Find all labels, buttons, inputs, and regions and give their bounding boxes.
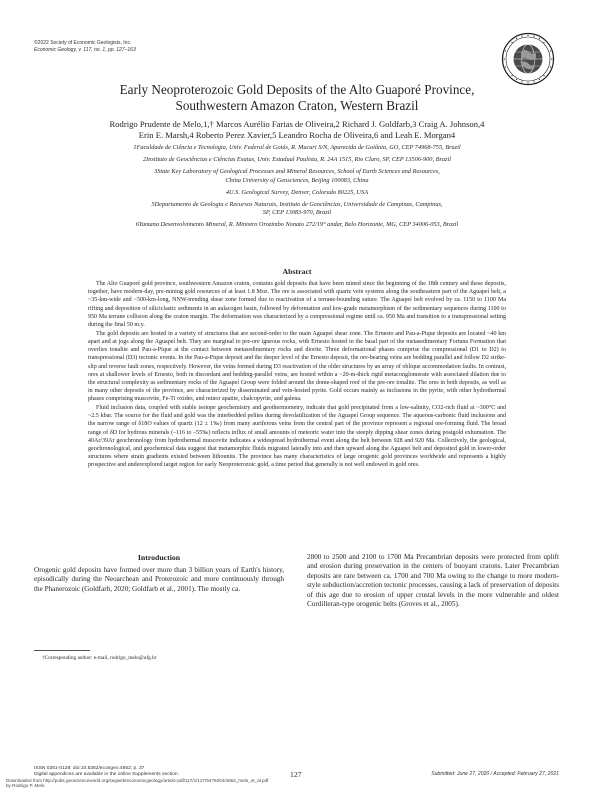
title-line-2: Southwestern Amazon Craton, Western Brazil bbox=[175, 97, 419, 113]
affiliation-2-line-1: 2Instituto de Geociências e Ciências Exatas, Univ. Estadual Paulista, R. 24A 1515, Rio Claro, SP, CEP 13506-900, Brazil bbox=[143, 156, 451, 164]
seg-logo bbox=[501, 32, 555, 86]
issn-doi: ISSN 0361-0128; doi:10.5382/econgeo.4852; p. 37 bbox=[34, 766, 145, 771]
seg-globe-icon bbox=[501, 32, 555, 86]
title-line-1: Early Neoproterozoic Gold Deposits of the Alto Guaporé Province, bbox=[119, 82, 475, 97]
affiliation-2 bbox=[34, 156, 560, 164]
download-url[interactable]: Downloaded from http://pubs.geoscienceworld.org/segweb/economicgeology/article-pdf/117/1/127/5479204/4852_melo_et_al.pdf bbox=[6, 778, 269, 783]
introduction-left-column bbox=[34, 566, 284, 594]
affiliation-6 bbox=[34, 221, 560, 229]
appendices-note: Digital appendices are available in the online Supplements section. bbox=[34, 772, 179, 778]
authors-line-2: Erin E. Marsh,4 Roberto Perez Xavier,5 Leandro Rocha de Oliveira,6 and Leah E. Morgan4 bbox=[138, 130, 456, 140]
introduction-paragraph-continued: 2800 to 2500 and 2100 to 1700 Ma Precambrian deposits were protected from uplift and erosion during preservation in the centers of buoyant cratons. Later Precambrian deposits are rare between ca. 1700 and 700 Ma owing to the change to more modern-style subduction/accretion tectonic processes, causing a lack of preservation of deposits of this age due to erosion of upper crustal levels in the more vulnerable and oldest Cordilleran-type orogenic belts (Groves et al., 2005). bbox=[307, 553, 559, 609]
affiliation-3 bbox=[34, 168, 560, 184]
affiliation-4-line-1: 4U.S. Geological Survey, Denver, Colorado 80225, USA bbox=[225, 188, 369, 196]
affiliation-3-line-1: 3State Key Laboratory of Geological Processes and Mineral Resources, School of Earth Sciences and Resources, bbox=[154, 168, 440, 176]
issn-block bbox=[34, 766, 179, 779]
affiliation-6-line-1: 6Yamana Desenvolvimento Mineral, R. Ministro Orozimbo Nonato 272/19° andar, Belo Horizonte, MG, CEP 34006-053, Brazil bbox=[135, 221, 459, 229]
introduction-right-column bbox=[307, 553, 559, 609]
article-title bbox=[60, 82, 534, 113]
copyright-block bbox=[34, 40, 136, 53]
page-number: 127 bbox=[290, 770, 302, 779]
abstract-paragraph: The gold deposits are hosted in a variety of structures that are second-order to the main Aguapeí shear zone. The Ernesto and Pau-a-Pique deposits are located ~40 km apart and at jogs along the Aguapeí belt. They are marginal to pre-ore igneous rocks, with Ernesto hosted in the basal part of the metasedimentary Fortuna Formation that overlies tonalite and Pau-a-Pique at the contact between metasedimentary rocks and diorite. Three deformational phases comprise the compressional (D1 to D2) to transpressional (D3) tectonic events. In the Pau-a-Pique deposit and the deeper level of the Ernesto deposit, the ore-bearing veins are bedding parallel and follow D2 strike-slip and reverse fault zones, respectively. However, the veins formed during D3 reactivation of the older structures by an array of oblique accommodation faults. In contrast, ores at shallower levels of Ernesto, both in discordant and bedding-parallel veins, are hosted within a ~20-m-thick rigid metaconglomerate with associated dilation due to the structural complexity as sedimentary rocks of the Aguapeí Group were folded around the dome-shaped roof of the pre-ore tonalite. The ores in both deposits, as well as in many other deposits of the province, are characterized by disseminated and vein-hosted pyrite. Gold occurs mainly as inclusions in the pyrite, with other hydrothermal phases comprising muscovite, Fe-Ti oxides, and minor apatite, chalcopyrite, and galena. bbox=[88, 330, 506, 403]
affiliation-5-line-2: SP, CEP 13083-970, Brazil bbox=[262, 209, 332, 217]
affiliation-5-line-1: 5Departamento de Geologia e Recursos Naturais, Instituto de Geociências, Universidade de Campinas, Campinas, bbox=[151, 201, 443, 209]
download-user: by Rodrigo P. Melo bbox=[6, 783, 45, 789]
corresponding-author-footnote: †Corresponding author: e-mail, rodrigo_melo@ufg.br bbox=[42, 655, 157, 661]
affiliation-1-line-1: 1Faculdade de Ciência e Tecnologia, Univ. Federal de Goiás, R. Mucuri S/N, Aparecida de Goiânia, GO, CEP 74968-755, Brazil bbox=[133, 144, 461, 151]
introduction-heading: Introduction bbox=[137, 553, 181, 562]
authors-line-1: Rodrigo Prudente de Melo,1,† Marcos Aurélio Farias de Oliveira,2 Richard J. Goldfarb,3 Craig A. Johnson,4 bbox=[109, 119, 485, 129]
introduction-paragraph: Orogenic gold deposits have formed over more than 3 billion years of Earth's history, episodically during the Neoarchean and Proterozoic and more continuously through the Phanerozoic (Goldfarb, 2020; Goldfarb et al., 2001). The mostly ca. bbox=[34, 566, 284, 593]
journal-citation: Economic Geology, v. 117, no. 1, pp. 127–163 bbox=[34, 46, 136, 53]
affiliations bbox=[34, 144, 560, 234]
submission-dates: Submitted: June 27, 2020 / Accepted: February 27, 2021 bbox=[431, 771, 559, 777]
affiliation-4 bbox=[34, 189, 560, 197]
copyright-text: ©2022 Society of Economic Geologists, Inc. bbox=[34, 40, 132, 46]
abstract-paragraph: Fluid inclusion data, coupled with stable isotope geochemistry and geothermometry, indicate that gold precipitated from a low-salinity, CO2-rich fluid at ~300°C and ~2.5 kbar. The source for the fluid and gold was the interbedded pelites during devolatilization of the Aguapeí Group sequence. The aqueous-carbonic fluid inclusions and the narrow range of δ18O values of quartz (12 ± 1‰) from many auriferous veins from the central part of the province represent a regional ore-forming fluid. The broad range of δD for hydrous minerals (–116 to –55‰) reflects influx of small amounts of meteoric water into the steeply dipping shear zones during postgold exhumation. The 40Ar/39Ar geochronology from hydrothermal muscovite indicates a widespread hydrothermal event along the belt between 928 and 920 Ma. Collectively, the geological, geochronological, and geochemical data suggest that metamorphic fluids migrated laterally into and then upward along the Aguapeí belt and deposited gold in lower-order structures where strain gradients existed between lithounits. The province has many characteristics of large orogenic gold provinces worldwide and represents a highly prospective and underexplored target region for early Neoproterozoic gold, a time period that generally is not well endowed in gold ores. bbox=[88, 405, 506, 469]
affiliation-3-line-2: China University of Geosciences, Beijing 100083, China bbox=[225, 176, 369, 184]
abstract-paragraph: The Alto Guaporé gold province, southwestern Amazon craton, contains gold deposits that have been mined since the beginning of the 18th century and these deposits, together, have modern-day, pre-mining gold resources of at least 1.8 Moz. The ore is associated with quartz vein systems along the southeastern part of the Aguapeí belt, a ~35-km-wide and ~500-km-long, NNW-trending shear zone formed due to reactivation of a terrane-bounding suture. The Aguapeí belt evolved by ca. 1150 to 1100 Ma rifting and deposition of siliciclastic sediments in an aulacogen basin, followed by deformation and low-grade metamorphism of the sedimentary sequences during 1100 to 950 Ma terrane collision along the craton margin. The deformation was characterized by a compressional regime until ca. 950 Ma and transition to a transpressional setting during the final 50 m.y. bbox=[88, 281, 506, 329]
download-notice bbox=[6, 778, 268, 789]
footnote-divider bbox=[34, 650, 90, 651]
abstract-heading: Abstract bbox=[282, 267, 312, 276]
author-list bbox=[40, 119, 554, 141]
affiliation-1 bbox=[34, 144, 560, 152]
abstract-body bbox=[88, 280, 506, 470]
affiliation-5 bbox=[34, 201, 560, 217]
